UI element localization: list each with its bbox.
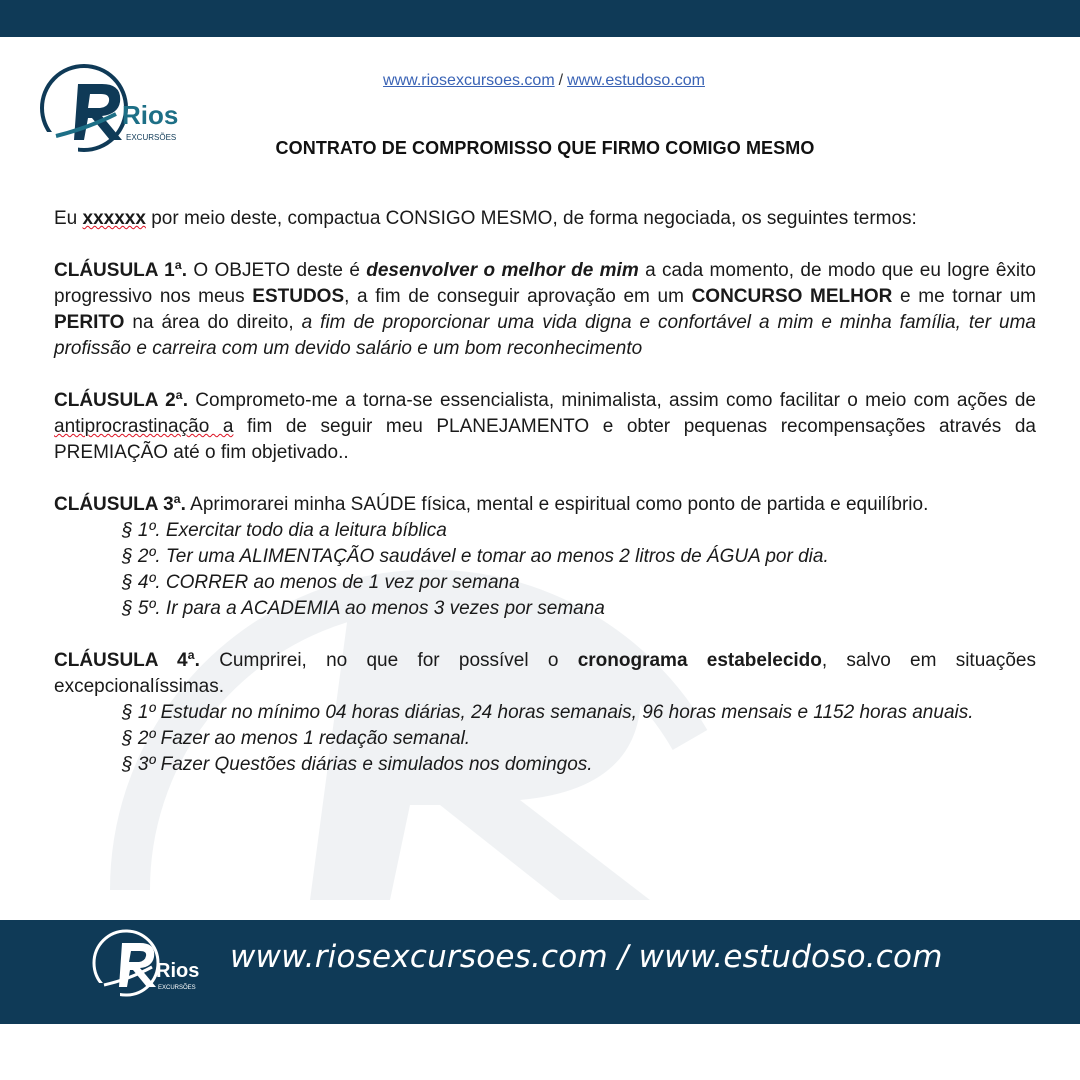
- footer-links[interactable]: www.riosexcursoes.com / www.estudoso.com: [230, 939, 943, 975]
- list-item: § 1º. Exercitar todo dia a leitura bíblica: [122, 520, 447, 541]
- list-item: § 2º Fazer ao menos 1 redação semanal.: [122, 728, 471, 749]
- document-body: [54, 206, 1036, 778]
- clause-4-label: CLÁUSULA 4ª.: [54, 650, 200, 671]
- clause-1-label: CLÁUSULA 1ª.: [54, 260, 188, 281]
- list-item: § 5º. Ir para a ACADEMIA ao menos 3 vezes por semana: [122, 598, 605, 619]
- links-separator: /: [558, 72, 564, 89]
- top-banner: [0, 0, 1080, 37]
- estudoso-link[interactable]: www.estudoso.com: [567, 72, 705, 89]
- list-item: § 3º Fazer Questões diárias e simulados nos domingos.: [122, 754, 593, 775]
- list-item: § 4º. CORRER ao menos de 1 vez por semana: [122, 572, 520, 593]
- header-links: [0, 72, 1080, 90]
- clause-1: CLÁUSULA 1ª. O OBJETO deste é desenvolver o melhor de mim a cada momento, de modo que eu logre êxito progressivo nos meus ESTUDOS, a fim de conseguir aprovação em um CONCURSO MELHOR e me tornar um PERITO na área do direito, a fim de proporcionar uma vida digna e confortável a mim e minha família, ter uma profissão e carreira com um devido salário e um bom reconhecimento: [54, 260, 1036, 359]
- rios-footer-logo: [90, 925, 200, 999]
- svg-text:Rios: Rios: [156, 960, 200, 982]
- list-item: § 2º. Ter uma ALIMENTAÇÃO saudável e tomar ao menos 2 litros de ÁGUA por dia.: [122, 546, 829, 567]
- clause-4: CLÁUSULA 4ª. Cumprirei, no que for possível o cronograma estabelecido, salvo em situações excepcionalíssimas.: [54, 650, 1036, 697]
- svg-text:EXCURSÕES: EXCURSÕES: [126, 133, 177, 142]
- clause-4-items: [54, 700, 1036, 778]
- intro-paragraph: Eu xxxxxx por meio deste, compactua CONSIGO MESMO, de forma negociada, os seguintes termos:: [54, 208, 917, 229]
- clause-2-label: CLÁUSULA 2ª.: [54, 390, 188, 411]
- clause-3: CLÁUSULA 3ª. Aprimorarei minha SAÚDE física, mental e espiritual como ponto de partida e equilíbrio.: [54, 494, 929, 515]
- clause-2: CLÁUSULA 2ª. Comprometo-me a torna-se essencialista, minimalista, assim como facilitar o meio com ações de antiprocrastinação a fim de seguir meu PLANEJAMENTO e obter pequenas recompensações através da PREMIAÇÃO até o fim objetivado..: [54, 390, 1036, 463]
- document-title: CONTRATO DE COMPROMISSO QUE FIRMO COMIGO MESMO: [275, 138, 815, 158]
- list-item: § 1º Estudar no mínimo 04 horas diárias, 24 horas semanais, 96 horas mensais e 1152 horas anuais.: [122, 702, 974, 723]
- svg-text:EXCURSÕES: EXCURSÕES: [158, 985, 196, 991]
- clause-3-items: [54, 518, 1036, 622]
- riosexcursoes-link[interactable]: www.riosexcursoes.com: [383, 72, 555, 89]
- name-placeholder: xxxxxx: [82, 208, 146, 229]
- svg-text:Rios: Rios: [122, 100, 178, 130]
- clause-3-label: CLÁUSULA 3ª.: [54, 494, 186, 515]
